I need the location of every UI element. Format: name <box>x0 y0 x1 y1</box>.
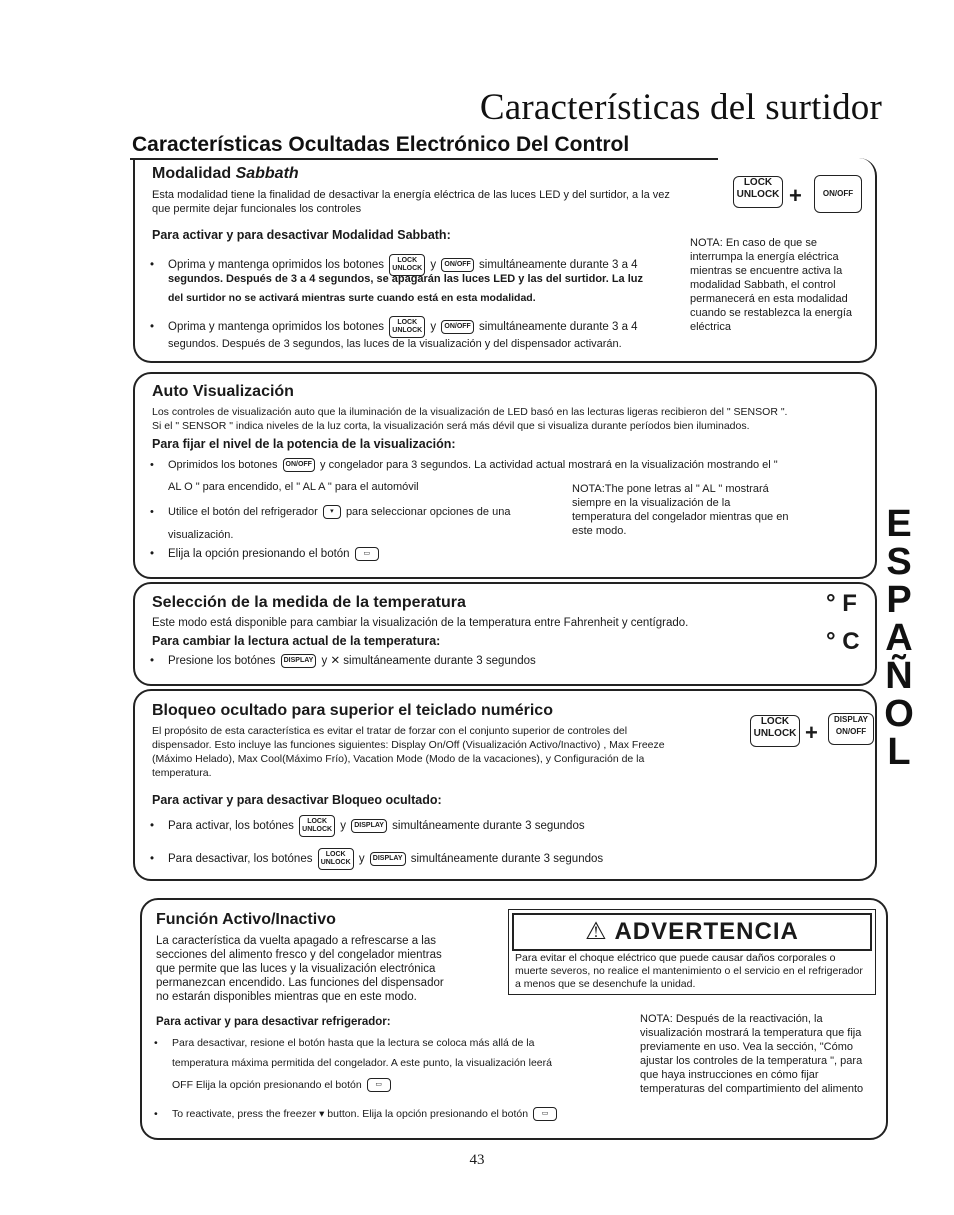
warning-box <box>508 909 876 995</box>
auto-description: Los controles de visualización auto que la iluminación de la visualización de LED basó en las lecturas ligeras recibieron del " SENSOR ". Si el " SENSOR " indica niveles de la luz corta, la visualización será más dévil que si visualiza durante períodos bien iluminados. <box>152 406 788 432</box>
espanol-side-tab: E S P A Ñ O L <box>884 503 914 773</box>
lockout-heading: Bloqueo ocultado para superior el teiclado numérico <box>152 702 553 719</box>
page-number: 43 <box>469 1152 485 1168</box>
temp-instruction: Para cambiar la lectura actual de la temperatura: <box>152 634 441 648</box>
lock-key-icon: LOCK UNLOCK <box>389 316 425 338</box>
sabbath-bullet-1: • Oprima y mantenga oprimidos los botones LOCK UNLOCK y ON/OFF simultáneamente durante 3 a 4 <box>150 254 680 276</box>
onoff-bullet-1-line2: temperatura máxima permitida del congelador. A este punto, la visualización leerá <box>172 1057 552 1069</box>
sabbath-bullet-1-line3: del surtidor no se activará mientras surte cuando está en esta modalidad. <box>168 292 536 304</box>
sabbath-instruction: Para activar y para desactivar Modalidad Sabbath: <box>152 228 451 242</box>
auto-bullet-1: • Oprimidos los botones ON/OFF y congelador para 3 segundos. La actividad actual mostrará en la visualización mostrando el " <box>150 459 778 471</box>
sabbath-bullet-1-line2: segundos. Después de 3 a 4 segundos, se apagarán las luces LED y las del surtidor. La luz <box>168 273 643 285</box>
lock-unlock-key-icon: LOCK UNLOCK <box>733 176 783 208</box>
auto-bullet-1-line2: AL O " para encendido, el " AL A " para el automóvil <box>168 481 419 493</box>
fahrenheit-unit: ° F <box>826 590 857 617</box>
plus-sign: + <box>805 720 818 745</box>
lock-key-icon: LOCK UNLOCK <box>299 815 335 837</box>
temp-heading: Selección de la medida de la temperatura <box>152 594 466 611</box>
celsius-unit: ° C <box>826 628 860 655</box>
onoff-bullet-1: • Para desactivar, resione el botón hasta que la lectura se coloca más allá de la <box>154 1037 535 1049</box>
auto-bullet-2: • Utilice el botón del refrigerador ▾ para seleccionar opciones de una <box>150 506 511 518</box>
sabbath-description: Esta modalidad tiene la finalidad de desactivar la energía eléctrica de las luces LED y del surtidor, a la vez que permite dejar funcionales los controles <box>152 189 670 215</box>
sabbath-heading: Modalidad Sabbath <box>152 165 299 182</box>
warning-text: Para evitar el choque eléctrico que puede causar daños corporales o muerte severos, no realice el mantenimiento o el servicio en el refrigerador a menos que se desenchufe la unidad. <box>515 952 863 990</box>
sabbath-bullet-2-line2: segundos. Después de 3 segundos, las luces de la visualización y del dispensador activarán. <box>168 338 622 350</box>
on-off-key-icon: ON/OFF <box>441 320 473 334</box>
on-off-key-icon: ON/OFF <box>283 458 315 472</box>
onoff-instruction: Para activar y para desactivar refrigerador: <box>156 1016 391 1028</box>
lockout-bullet-1: • Para activar, los botónes LOCK UNLOCK y DISPLAY simultáneamente durante 3 segundos <box>150 815 750 837</box>
lockout-description: El propósito de esta característica es evitar el tratar de forzar con el conjunto superior de controles del dispensador. Esto incluye las funciones siguientes: Display On/Off (Visualización Activo/Inactivo) , Max Freeze (Máximo Helado), Max Cool(Máximo Frío), Vacation Mode (Modo de la vacaciones), y Configuración de la temperatura. <box>152 725 665 779</box>
temp-description: Este modo está disponible para cambiar la visualización de la temperatura entre Fahrenheit y centígrado. <box>152 617 689 629</box>
display-key-icon: DISPLAY <box>281 654 317 668</box>
display-key-icon: DISPLAY <box>370 852 406 866</box>
lockout-instruction: Para activar y para desactivar Bloqueo ocultado: <box>152 793 442 807</box>
on-off-key-icon: ON/OFF <box>814 175 862 213</box>
auto-bullet-3: • Elija la opción presionando el botón ▭ <box>150 547 381 562</box>
confirm-key-icon: ▭ <box>355 547 379 561</box>
plus-sign: + <box>789 183 802 208</box>
sabbath-bullet-2: • Oprima y mantenga oprimidos los botones LOCK UNLOCK y ON/OFF simultáneamente durante 3 a 4 <box>150 316 680 338</box>
confirm-key-icon: ▭ <box>367 1078 391 1092</box>
section-subtitle: Características Ocultadas Electrónico Del Control <box>132 133 630 156</box>
lock-key-icon: LOCK UNLOCK <box>389 254 425 276</box>
confirm-key-icon: ▭ <box>533 1107 557 1121</box>
lockout-bullet-2: • Para desactivar, los botónes LOCK UNLOCK y DISPLAY simultáneamente durante 3 segundos <box>150 848 750 870</box>
onoff-note: NOTA: Después de la reactivación, la visualización mostrará la temperatura que fija previamente en uso. Vea la sección, "Cómo ajustar los controles de la temperatura ", para que haya instrucciones en cómo fijar temperaturas del compartimiento del alimento <box>640 1013 864 1095</box>
auto-bullet-2-line2: visualización. <box>168 529 234 541</box>
lock-key-icon: LOCK UNLOCK <box>318 848 354 870</box>
auto-instruction: Para fijar el nivel de la potencia de la visualización: <box>152 437 456 451</box>
temp-bullet-1: • Presione los botónes DISPLAY y ✕ simultáneamente durante 3 segundos <box>150 655 536 668</box>
warning-triangle-icon: ⚠ <box>585 918 608 945</box>
auto-note: NOTA:The pone letras al " AL " mostrará siempre en la visualización de la temperatura del congelador mientras que en este modo. <box>572 483 789 537</box>
display-on-off-key-icon: DISPLAY ON/OFF <box>828 713 874 745</box>
page-title: Características del surtidor <box>479 87 882 128</box>
lock-unlock-key-icon: LOCK UNLOCK <box>750 715 800 747</box>
onoff-heading: Función Activo/Inactivo <box>156 911 336 928</box>
warning-header: ⚠ ADVERTENCIA <box>512 913 872 951</box>
on-off-key-icon: ON/OFF <box>441 258 473 272</box>
display-key-icon: DISPLAY <box>351 819 387 833</box>
onoff-bullet-2: • To reactivate, press the freezer ▾ button. Elija la opción presionando el botón ▭ <box>154 1107 634 1122</box>
onoff-bullet-1-line3: OFF Elija la opción presionando el botón ▭ <box>172 1078 632 1093</box>
refrigerator-key-icon: ▾ <box>323 505 341 519</box>
auto-heading: Auto Visualización <box>152 383 294 400</box>
onoff-description: La característica da vuelta apagado a refrescarse a las secciones del alimento fresco y del congelador mientras que permite que las luces y la visualización electrónica permanezcan encendido. Las funciones del dispensador no estarán disponibles mientras que en este modo. <box>156 935 444 1003</box>
sabbath-note: NOTA: En caso de que se interrumpa la energía eléctrica mientras se encuentre activa la modalidad Sabbath, el control permanecerá en esta modalidad cuando se restablezca la energía eléctrica <box>690 237 853 333</box>
